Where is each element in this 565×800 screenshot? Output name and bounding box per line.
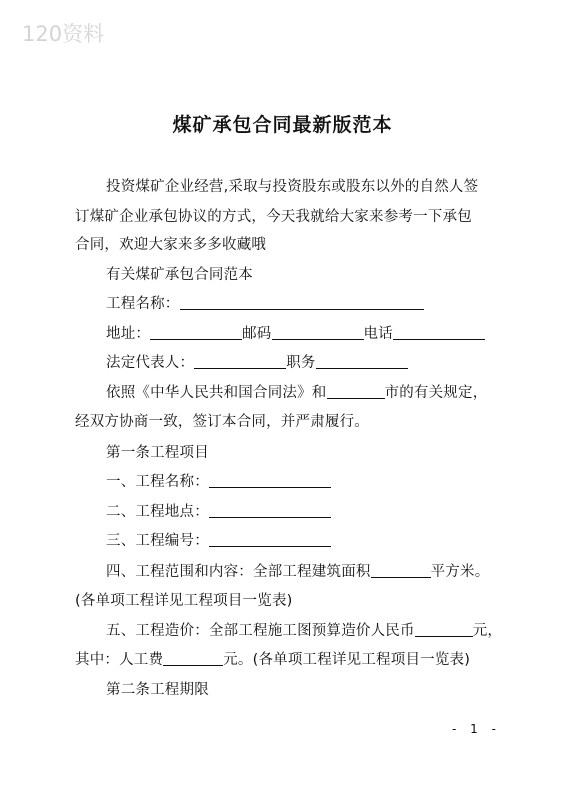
postcode-label: 邮码: [242, 326, 272, 342]
item-2-blank: [209, 502, 331, 518]
area-blank: [371, 562, 431, 578]
item-1-row: [106, 470, 331, 491]
item-5-detail-row: [75, 648, 470, 669]
basis-line-2: 经双方协商一致，签订本合同，并严肃履行。: [75, 414, 369, 430]
project-name-label: 工程名称：: [106, 296, 180, 312]
position-blank: [316, 353, 408, 369]
city-blank: [327, 383, 385, 399]
intro-line-3: 合同，欢迎大家来多多收藏哦: [75, 237, 267, 253]
intro-line-1: 投资煤矿企业经营,采取与投资股东或股东以外的自然人签: [106, 179, 479, 195]
legal-rep-label: 法定代表人：: [106, 355, 195, 371]
labor-cost-label: 其中：人工费: [75, 652, 164, 668]
project-name-row: [106, 292, 424, 313]
address-blank: [150, 324, 242, 340]
item-5-text: 五、工程造价：全部工程施工图预算造价人民币: [106, 623, 415, 639]
labor-cost-blank: [163, 650, 223, 666]
article-2-heading: 第二条工程期限: [106, 682, 209, 698]
labor-cost-note: 元。(各单项工程详见工程项目一览表): [223, 652, 471, 668]
item-3-blank: [209, 531, 331, 547]
item-4-unit: 平方米。: [430, 564, 490, 580]
phone-label: 电话: [363, 326, 393, 342]
address-row: [106, 322, 485, 343]
item-3-row: [106, 529, 331, 550]
basis-city-text: 市的有关规定，: [384, 385, 488, 401]
item-4-text: 四、工程范围和内容：全部工程建筑面积: [106, 564, 371, 580]
item-2-row: [106, 500, 331, 521]
basis-line-1: [106, 381, 487, 402]
cost-blank: [415, 621, 473, 637]
legal-rep-blank: [194, 353, 286, 369]
item-1-label: 一、工程名称：: [106, 474, 209, 490]
page-number: - 1 -: [452, 722, 501, 736]
legal-rep-row: [106, 351, 408, 372]
item-2-label: 二、工程地点：: [106, 504, 209, 520]
item-5-unit: 元，: [472, 623, 503, 639]
article-1-heading: 第一条工程项目: [106, 445, 209, 461]
item-1-blank: [209, 472, 331, 488]
item-4-note: (各单项工程详见工程项目一览表): [75, 593, 293, 609]
address-label: 地址：: [106, 326, 151, 342]
item-5-row: [106, 619, 502, 640]
postcode-blank: [272, 324, 364, 340]
subtitle: 有关煤矿承包合同范本: [106, 267, 253, 283]
position-label: 职务: [286, 355, 316, 371]
item-4-row: [106, 560, 489, 581]
basis-law-text: 依照《中华人民共和国合同法》和: [106, 385, 327, 401]
item-3-label: 三、工程编号：: [106, 533, 209, 549]
phone-blank: [393, 324, 485, 340]
document-title: 煤矿承包合同最新版范本: [172, 114, 393, 136]
project-name-blank: [180, 294, 424, 310]
watermark: 120资料: [22, 22, 105, 46]
intro-line-2: 订煤矿企业承包协议的方式，今天我就给大家来参考一下承包: [75, 209, 472, 225]
